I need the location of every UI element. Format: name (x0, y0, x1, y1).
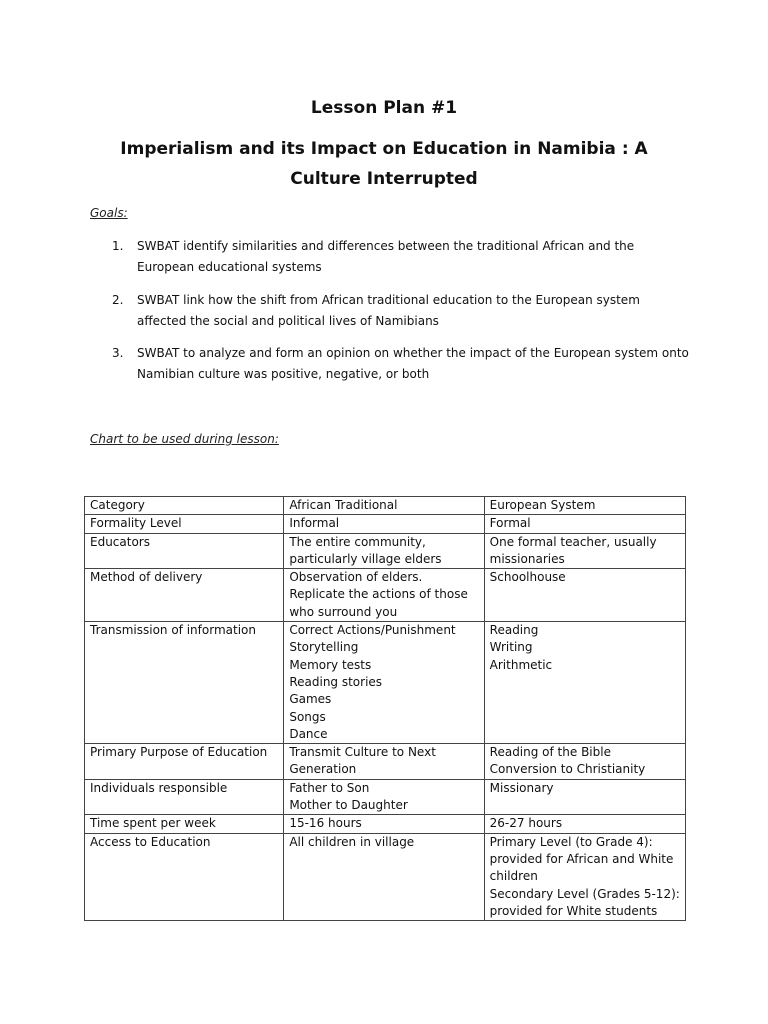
cell-category: Transmission of information (85, 622, 284, 744)
cell-line: Dance (289, 726, 328, 741)
cell-category: Access to Education (85, 833, 284, 920)
table-row (85, 515, 686, 533)
page-title: Lesson Plan #1 (310, 98, 458, 118)
table-row (85, 622, 686, 744)
cell-line: Storytelling (289, 640, 359, 655)
cell-line: Secondary Level (Grades 5-12): provided for White students (489, 886, 680, 918)
goal-text: SWBAT link how the shift from African traditional education to the European system affected the social and political lives of Namibians (137, 293, 640, 328)
goal-text: SWBAT identify similarities and differences between the traditional African and the European educational systems (137, 239, 635, 274)
cell-african (284, 569, 484, 622)
cell-category: Primary Purpose of Education (85, 744, 284, 780)
cell-line: Writing (489, 640, 533, 655)
cell-line: One formal teacher, usually missionaries (489, 534, 657, 566)
cell-line: 15-16 hours (289, 816, 362, 831)
cell-line: Informal (289, 516, 340, 531)
comparison-table (84, 496, 686, 921)
cell-line: All children in village (289, 834, 415, 849)
goals-heading: Goals: (90, 206, 128, 220)
cell-category: Educators (85, 533, 284, 569)
cell-category: Method of delivery (85, 569, 284, 622)
cell-european (484, 779, 685, 815)
cell-european (484, 622, 685, 744)
table-row (85, 744, 686, 780)
table-row (85, 569, 686, 622)
cell-line: Primary Level (to Grade 4): provided for African and White children (489, 834, 674, 884)
cell-african (284, 533, 484, 569)
goal-item (112, 290, 692, 332)
cell-line: Reading (489, 623, 539, 638)
column-header-european: European System (484, 497, 685, 515)
goal-text: SWBAT to analyze and form an opinion on whether the impact of the European system onto Namibian culture was positive, negative, or both (137, 346, 689, 381)
cell-african (284, 833, 484, 920)
cell-european (484, 533, 685, 569)
cell-line: Memory tests (289, 657, 372, 672)
cell-african (284, 515, 484, 533)
cell-line: 26-27 hours (489, 816, 563, 831)
cell-african (284, 744, 484, 780)
cell-african (284, 779, 484, 815)
cell-line: Reading stories (289, 674, 383, 689)
cell-european (484, 744, 685, 780)
cell-european (484, 815, 685, 833)
cell-line: Father to Son (289, 780, 370, 795)
cell-line: Songs (289, 709, 326, 724)
cell-line: Arithmetic (489, 657, 553, 672)
cell-category: Formality Level (85, 515, 284, 533)
cell-line: Transmit Culture to Next Generation (289, 745, 436, 777)
table-row (85, 779, 686, 815)
cell-line: Formal (489, 516, 531, 531)
cell-line: Reading of the Bible (489, 745, 611, 760)
table-row (85, 533, 686, 569)
cell-european (484, 833, 685, 920)
cell-line: Games (289, 692, 332, 707)
cell-line: The entire community, particularly village elders (289, 534, 442, 566)
goal-number: 3. (112, 346, 124, 360)
cell-line: Correct Actions/Punishment (289, 623, 456, 638)
cell-african (284, 815, 484, 833)
table-row (85, 815, 686, 833)
goal-item (112, 236, 692, 278)
cell-category: Time spent per week (85, 815, 284, 833)
chart-heading: Chart to be used during lesson: (90, 432, 279, 446)
column-header-african: African Traditional (284, 497, 484, 515)
cell-european (484, 569, 685, 622)
cell-line: Mother to Daughter (289, 798, 408, 813)
table-row (85, 833, 686, 920)
cell-line: Conversion to Christianity (489, 762, 646, 777)
cell-european (484, 515, 685, 533)
goal-number: 2. (112, 293, 124, 307)
column-header-category: Category (85, 497, 284, 515)
cell-line: Observation of elders. Replicate the actions of those who surround you (289, 570, 468, 619)
cell-category: Individuals responsible (85, 779, 284, 815)
page-subtitle: Imperialism and its Impact on Education in Namibia : A Culture Interrupted (120, 139, 648, 189)
cell-line: Schoolhouse (489, 570, 566, 585)
table-header-row (85, 497, 686, 515)
cell-line: Missionary (489, 780, 554, 795)
cell-african (284, 622, 484, 744)
goal-number: 1. (112, 239, 124, 253)
goal-item (112, 343, 692, 385)
